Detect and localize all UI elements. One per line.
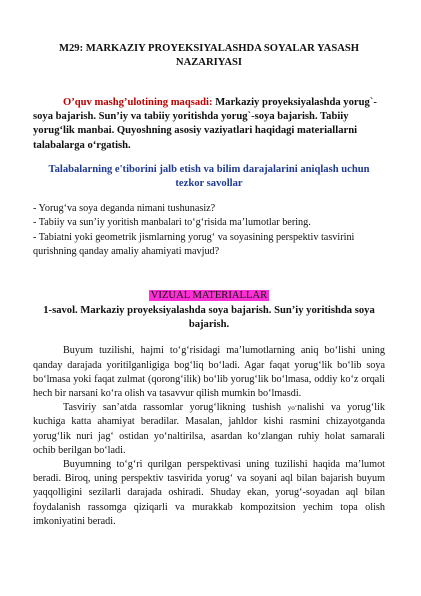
question-item: - Tabiiy va sun’iy yoritish manbalari to‘g‘risida ma’lumotlar bering. xyxy=(33,217,311,229)
paragraph-text: Tasviriy san’atda rassomlar yorug‘likning tushish xyxy=(63,402,282,414)
questions-heading-line1: Talabalarning e'tiborini jalb etish va bilim darajalarini aniqlash uchun xyxy=(48,163,370,175)
question-list xyxy=(33,202,385,259)
quick-questions-heading xyxy=(33,163,385,191)
paragraph-small-text: yo‘ xyxy=(287,404,298,413)
question-item: - Tabiatni yoki geometrik jismlarning yorug‘ va soyasining perspektiv tasvirini qurishning qanday amaliy ahamiyati mavjud? xyxy=(33,231,355,257)
question-item: - Yorug‘va soya deganda nimani tushunasiz? xyxy=(33,203,216,215)
body-paragraph: Buyumning to‘g‘ri qurilgan perspektivasi uning tuzilishi haqida ma’lumot beradi. Biroq, uning perspektiv tasvirida yorug‘ va soyani aql bilan bajarish buyum yaqqolligini sezilarli darajada oshiradi. Shuday ekan, yorug‘-soyadan aql bilan foydalanish rassomga qiziqarli va murakkab kompozitsion yechim topa olish imkoniyatini beradi. xyxy=(33,459,385,527)
lesson-goal xyxy=(33,96,385,153)
visual-materials-heading xyxy=(33,289,385,303)
page-title: M29: MARKAZIY PROYEKSIYALASHDA SOYALAR YASASH NAZARIYASI xyxy=(58,43,359,68)
visual-materials-label: VIZUAL MATERIALLAR xyxy=(150,290,268,302)
section-title: 1-savol. Markaziy proyeksiyalashda soya bajarish. Sun’iy yoritishda soya bajarish. xyxy=(43,305,375,331)
questions-heading-line2: tezkor savollar xyxy=(175,178,243,190)
goal-label: O’quv mashg’ulotining maqsadi: xyxy=(63,97,213,108)
body-paragraph xyxy=(33,401,385,458)
goal-text: Markaziy proyeksiyalashda yorug`-soya bajarish. Sun’iy va tabiiy yoritishda yorug`-soya bajarish. Tabiiy yorug‘lik manbai. Quyoshning asosiy vaziyatlari haqidagi materiallarni talabalarga o‘rgatish. xyxy=(33,97,377,151)
paragraph-text: nalishi va yorug‘lik kuchiga katta ahamiyat beradilar. Masalan, jahldor kishi rasmini chizayotganda yorug‘lik nuri jag‘ ostidan yo‘naltirilsa, asardan ko‘zlangan ruhiy holat samarali ochib berilgan bo‘ladi. xyxy=(33,402,385,456)
body-paragraph: Buyum tuzilishi, hajmi to‘g‘risidagi ma’lumotlarning aniq bo‘lishi uning qanday darajada yoritilganligiga bog‘liq bo‘ladi. Agar faqat yorug‘lik bo‘lib soya bo‘lmasa yoki faqat zulmat (qorong‘ilik) bo‘lib yorug‘lik bo‘lmasa, oddiy ko‘z orqali hech bir narsani ko‘ra olish va tasavvur qilish mumkin bo‘lmasdi. xyxy=(33,345,385,400)
